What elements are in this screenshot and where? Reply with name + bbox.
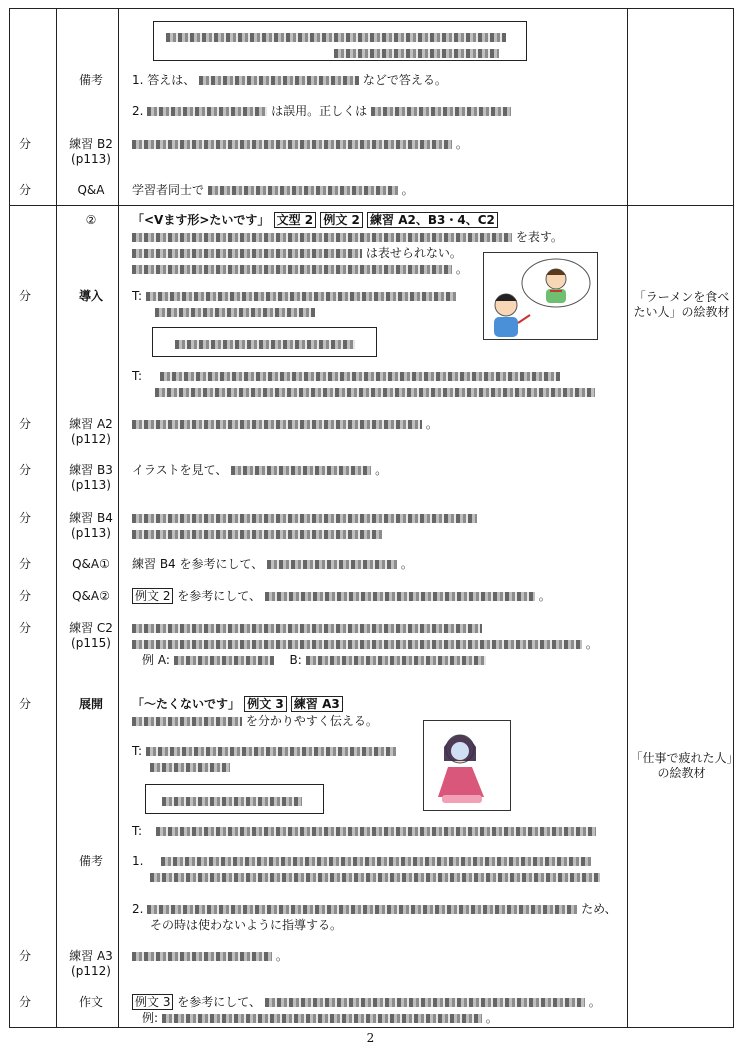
qa2-tag: 例文 2 xyxy=(132,588,173,604)
b4-step: 練習 B4 xyxy=(69,511,113,525)
dev-t1-label: T: xyxy=(132,744,143,758)
qa1-end: 。 xyxy=(400,557,413,571)
ramen-person-icon xyxy=(484,253,597,339)
bikou2-2-line2: その時は使わないように指導する。 xyxy=(150,918,343,932)
comp-minutes: 分 xyxy=(18,995,31,1009)
a2-step: 練習 A2 xyxy=(69,417,113,431)
column-divider-material xyxy=(627,9,628,1027)
b3-note xyxy=(132,463,387,478)
a3-note xyxy=(132,949,288,964)
a3-end: 。 xyxy=(275,949,288,963)
intro-minutes: 分 xyxy=(18,289,31,303)
bikou2-1-cont xyxy=(150,870,600,885)
dev-tag-renshu-a3: 練習 A3 xyxy=(291,696,343,712)
dev-title: 「～たくないです」 xyxy=(132,697,241,711)
material-tired: 「仕事で疲れた人」の絵教材 xyxy=(630,751,733,780)
comp-tag: 例文 3 xyxy=(132,994,173,1010)
intro-t1-cont xyxy=(155,305,315,320)
comp-example-end: 。 xyxy=(485,1011,498,1025)
tag-bunkei2: 文型 2 xyxy=(274,212,317,228)
c2-example-label: 例 A: xyxy=(142,653,170,667)
section2-line1 xyxy=(132,230,563,245)
dev-t2-label: T: xyxy=(132,824,143,838)
qa-note xyxy=(132,183,414,198)
comp-start: を参考にして、 xyxy=(177,995,262,1009)
bikou2-2 xyxy=(132,902,617,917)
lesson-plan-table xyxy=(9,8,734,1028)
example-box-3 xyxy=(145,784,324,814)
comp-step: 作文 xyxy=(78,995,103,1009)
section2-title-line xyxy=(132,213,498,228)
intro-t2-cont xyxy=(155,385,595,400)
section2-line3-end: 。 xyxy=(455,262,468,276)
qa-step: Q&A xyxy=(77,183,105,197)
qa1-step: Q&A① xyxy=(72,557,110,571)
c2-step: 練習 C2 xyxy=(69,621,113,635)
bikou2-2-end: ため、 xyxy=(581,902,617,916)
qa2-note xyxy=(132,589,551,604)
bikou1-line2-start: 2. xyxy=(132,104,144,118)
section2-number: ② xyxy=(85,213,97,227)
ramen-illustration xyxy=(483,252,598,340)
a3-minutes: 分 xyxy=(18,949,31,963)
a2-note xyxy=(132,417,438,432)
tag-renshu: 練習 A2、B3・4、C2 xyxy=(367,212,498,228)
qa-end: 。 xyxy=(401,183,414,197)
example-box-1 xyxy=(153,21,527,61)
b4-note xyxy=(132,511,477,526)
b3-page: (p113) xyxy=(71,478,111,492)
c2-note-cont xyxy=(132,637,598,652)
dev-tag-reibun3: 例文 3 xyxy=(244,696,287,712)
c2-end: 。 xyxy=(585,637,598,651)
b4-page: (p113) xyxy=(71,526,111,540)
b4-note-cont xyxy=(132,527,382,542)
bikou1-label: 備考 xyxy=(78,73,103,87)
b4-minutes: 分 xyxy=(18,511,31,525)
a2-page: (p112) xyxy=(71,432,111,446)
dev-t1 xyxy=(132,744,396,759)
bikou2-2-label: 2. xyxy=(132,902,144,916)
bikou1-line1-end: などで答える。 xyxy=(362,73,447,87)
b2-end: 。 xyxy=(455,137,468,151)
b3-end: 。 xyxy=(375,463,388,477)
intro-t2 xyxy=(132,369,560,384)
section2-line3 xyxy=(132,262,468,277)
bikou1-line1 xyxy=(132,73,447,88)
c2-minutes: 分 xyxy=(18,621,31,635)
dev-t1-cont xyxy=(150,760,230,775)
b3-start: イラストを見て、 xyxy=(132,463,228,477)
comp-end: 。 xyxy=(588,995,601,1009)
c2-page: (p115) xyxy=(71,636,111,650)
bikou2-label: 備考 xyxy=(78,854,103,868)
bikou2-1-label: 1. xyxy=(132,854,144,868)
a2-end: 。 xyxy=(425,417,438,431)
a3-step: 練習 A3 xyxy=(69,949,113,963)
comp-example xyxy=(142,1011,498,1026)
tired-person-icon xyxy=(424,721,510,810)
qa2-end: 。 xyxy=(538,589,551,603)
b2-step: 練習 B2 xyxy=(69,137,113,151)
bikou2-1 xyxy=(132,854,591,869)
b2-page: (p113) xyxy=(71,152,111,166)
a3-page: (p112) xyxy=(71,964,111,978)
c2-example xyxy=(142,653,486,668)
qa2-step: Q&A② xyxy=(72,589,110,603)
b3-minutes: 分 xyxy=(18,463,31,477)
bikou1-line2 xyxy=(132,104,511,119)
qa2-start: を参考にして、 xyxy=(177,589,262,603)
section2-title: 「<Vます形>たいです」 xyxy=(132,213,270,227)
qa2-minutes: 分 xyxy=(18,589,31,603)
intro-t2-label: T: xyxy=(132,369,143,383)
section-divider xyxy=(10,205,733,206)
qa1-note xyxy=(132,557,413,572)
tired-person-illustration xyxy=(423,720,511,811)
dev-title-line xyxy=(132,697,343,712)
section2-line2 xyxy=(132,246,462,261)
dev-line1-end: を分かりやすく伝える。 xyxy=(245,714,378,728)
intro-step: 導入 xyxy=(78,289,103,303)
example-box-2 xyxy=(152,327,377,357)
intro-t1 xyxy=(132,289,456,304)
a2-minutes: 分 xyxy=(18,417,31,431)
b3-step: 練習 B3 xyxy=(69,463,113,477)
dev-step: 展開 xyxy=(78,697,103,711)
dev-t2 xyxy=(132,824,596,839)
comp-note xyxy=(132,995,601,1010)
qa-start: 学習者同士で xyxy=(132,183,205,197)
comp-example-label: 例: xyxy=(142,1011,159,1025)
section2-line2-end: は表せられない。 xyxy=(365,246,462,260)
b2-note xyxy=(132,137,468,152)
qa-minutes: 分 xyxy=(18,183,31,197)
qa1-start: 練習 B4 を参考にして、 xyxy=(132,557,264,571)
section2-line1-end: を表す。 xyxy=(515,230,563,244)
c2-note xyxy=(132,621,482,636)
page-number: 2 xyxy=(366,1031,375,1045)
qa1-minutes: 分 xyxy=(18,557,31,571)
dev-minutes: 分 xyxy=(18,697,31,711)
material-ramen: 「ラーメンを食べたい人」の絵教材 xyxy=(633,290,730,319)
c2-b-label: B: xyxy=(289,653,302,667)
bikou1-line1-start: 1. 答えは、 xyxy=(132,73,196,87)
bikou1-line2-mid: は誤用。正しくは xyxy=(271,104,368,118)
dev-line1 xyxy=(132,714,378,729)
tag-reibun2: 例文 2 xyxy=(320,212,363,228)
intro-t1-label: T: xyxy=(132,289,143,303)
b2-minutes: 分 xyxy=(18,137,31,151)
